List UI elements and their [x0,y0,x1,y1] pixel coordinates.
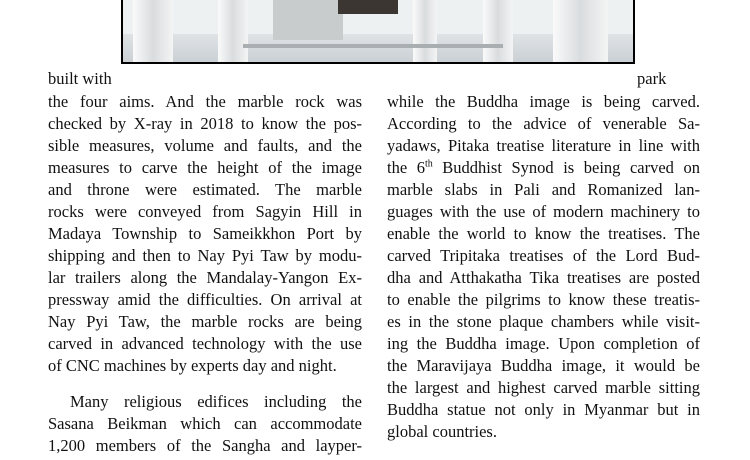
text-line: measures to carve the height of the image [48,158,362,177]
text-line: Buddha statue not only in Myanmar but in [387,400,700,419]
photo-pillar [218,0,248,64]
text-line [387,157,700,179]
temple-interior-photo [121,0,635,64]
text-line: global countries. [387,422,497,441]
text-line: According to the advice of venerable Sa- [387,114,700,133]
photo-pillar [133,0,173,64]
text-line: 1,200 members of the Sangha and layper- [48,436,362,455]
photo-doorway [338,0,398,14]
right-paragraph [387,91,700,443]
left-paragraph-2 [48,391,362,457]
text-line: the Maravijaya Buddha image, it would be [387,356,700,375]
text-line: yadaws, Pitaka treatise literature in line with [387,136,700,155]
text-line: guages with the use of modern machinery to [387,202,700,221]
text-line: sible measures, volume and faults, and the [48,136,362,155]
text-line: ing the Buddha image. Upon completion of [387,334,700,353]
text-line: and throne were estimated. The marble [48,180,362,199]
photo-pillar [553,0,608,64]
text-line: checked by X-ray in 2018 to know the pos- [48,114,362,133]
text-line: enable the world to know the treatises. The [387,224,700,243]
text-line: Many religious edifices including the [70,392,362,411]
photo-arch [273,0,343,40]
photo-pillar [483,0,513,64]
photo-pillar [413,0,437,64]
text-line: Nay Pyi Taw, the marble rocks are being [48,312,362,331]
text-line: dha and Atthakatha Tika treatises are posted [387,268,700,287]
text-line: the four aims. And the marble rock was [48,92,362,111]
text-line: Madaya Township to Sameikkhon Port by [48,224,362,243]
photo-railing [243,44,503,48]
text-line: rocks were conveyed from Sagyin Hill in [48,202,362,221]
text-line: carved in advanced technology with the use [48,334,362,353]
left-column [48,91,362,457]
text-line: pressway amid the difficulties. On arrival at [48,290,362,309]
text-line: while the Buddha image is being carved. [387,92,700,111]
text-line: lar trailers along the Mandalay-Yangon Ex- [48,268,362,287]
caption-fragment-right: park [637,69,667,88]
text-line: shipping and then to Nay Pyi Taw by modu- [48,246,362,265]
right-column [387,91,700,443]
ordinal-text: the 6 [387,158,425,177]
text-line: es in the stone plaque chambers while visit- [387,312,700,331]
ordinal-superscript: th [424,158,433,170]
text-line: Sasana Beikman which can accommodate [48,414,362,433]
text-line: marble slabs in Pali and Romanized lan- [387,180,700,199]
text-line: the largest and highest carved marble sitting [387,378,700,397]
text-line: carved Tripitaka treatises of the Lord Bud- [387,246,700,265]
caption-fragment-left: built with [48,69,112,88]
text-line: of CNC machines by experts day and night. [48,356,337,375]
synod-text: Buddhist Synod is being carved on [432,158,700,177]
text-line: to enable the pilgrims to know these treatis- [387,290,700,309]
left-paragraph-1 [48,91,362,377]
